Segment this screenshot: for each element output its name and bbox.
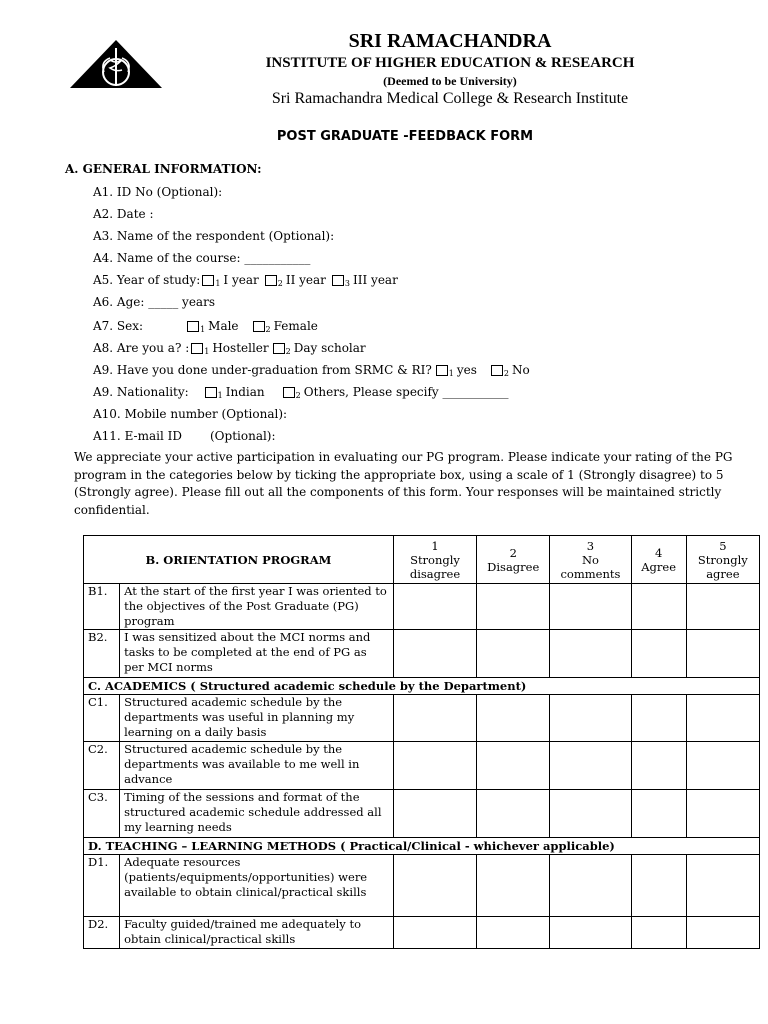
rating-cell-2[interactable] xyxy=(477,584,550,630)
item-statement: Adequate resources (patients/equipments/opportunities) were available to obtain clinical/practical skills xyxy=(120,855,394,917)
rating-cell-1[interactable] xyxy=(393,584,476,630)
section-c-heading: C. ACADEMICS ( Structured academic schedule by the Department) xyxy=(84,678,760,695)
field-respondent-name[interactable] xyxy=(93,229,334,243)
section-row xyxy=(84,838,760,855)
form-title: POST GRADUATE -FEEDBACK FORM xyxy=(276,129,534,144)
checkbox-day-scholar[interactable] xyxy=(273,343,285,354)
field-label: A9. Nationality: xyxy=(93,385,189,399)
item-statement: Structured academic schedule by the departments was available to me well in advance xyxy=(120,742,394,790)
item-statement: I was sensitized about the MCI norms and tasks to be completed at the end of PG as per MCI norms xyxy=(120,630,394,678)
table-row xyxy=(84,695,760,742)
table-row xyxy=(84,742,760,790)
checkbox-year-2[interactable] xyxy=(265,275,277,286)
rating-cell-4[interactable] xyxy=(631,584,686,630)
rating-cell-2[interactable] xyxy=(477,855,550,917)
section-a-heading: A. GENERAL INFORMATION: xyxy=(65,162,262,176)
item-code: C2. xyxy=(84,742,120,790)
table-row xyxy=(84,790,760,838)
option-label: yes xyxy=(456,363,477,377)
rating-cell-1[interactable] xyxy=(393,790,476,838)
section-b-heading: B. ORIENTATION PROGRAM xyxy=(84,536,394,584)
institution-name: SRI RAMACHANDRA xyxy=(348,30,552,52)
option-label: No xyxy=(512,363,530,377)
rating-cell-2[interactable] xyxy=(477,917,550,949)
field-nationality: A9. Nationality: 1 Indian 2 Others, Please specify ___________ xyxy=(93,385,509,400)
item-code: C3. xyxy=(84,790,120,838)
rating-cell-4[interactable] xyxy=(631,917,686,949)
checkbox-ug-yes[interactable] xyxy=(436,365,448,376)
checkbox-male[interactable] xyxy=(187,321,199,332)
scale-header-3: 3 No comments xyxy=(550,536,631,584)
rating-cell-5[interactable] xyxy=(686,584,759,630)
item-statement: Timing of the sessions and format of the structured academic schedule addressed all my learning needs xyxy=(120,790,394,838)
rating-cell-3[interactable] xyxy=(550,695,631,742)
option-label: Others, Please specify ___________ xyxy=(303,385,509,399)
field-residence: A8. Are you a? : 1 Hosteller 2 Day scholar xyxy=(93,341,366,356)
item-code: D2. xyxy=(84,917,120,949)
feedback-table xyxy=(83,535,760,949)
rating-cell-3[interactable] xyxy=(550,584,631,630)
rating-cell-5[interactable] xyxy=(686,855,759,917)
checkbox-year-1[interactable] xyxy=(202,275,214,286)
item-statement: Structured academic schedule by the departments was useful in planning my learning on a daily basis xyxy=(120,695,394,742)
college-line: Sri Ramachandra Medical College & Research Institute xyxy=(271,90,629,107)
option-label: Male xyxy=(208,319,239,333)
rating-cell-5[interactable] xyxy=(686,630,759,678)
field-label: A10. Mobile number (Optional): xyxy=(93,407,288,421)
option-label: II year xyxy=(285,273,326,287)
rating-cell-1[interactable] xyxy=(393,917,476,949)
table-row xyxy=(84,917,760,949)
field-email[interactable] xyxy=(93,429,276,443)
table-row xyxy=(84,855,760,917)
field-sex: A7. Sex: 1 Male 2 Female xyxy=(93,319,318,334)
rating-cell-2[interactable] xyxy=(477,630,550,678)
item-statement: At the start of the first year I was oriented to the objectives of the Post Graduate (PG) program xyxy=(120,584,394,630)
item-statement: Faculty guided/trained me adequately to obtain clinical/practical skills xyxy=(120,917,394,949)
institute-line: INSTITUTE OF HIGHER EDUCATION & RESEARCH xyxy=(265,55,635,71)
field-course-name[interactable] xyxy=(93,251,310,265)
checkbox-female[interactable] xyxy=(253,321,265,332)
rating-cell-4[interactable] xyxy=(631,790,686,838)
scale-header-2: 2 Disagree xyxy=(477,536,550,584)
field-label: A7. Sex: xyxy=(93,319,144,333)
checkbox-year-3[interactable] xyxy=(332,275,344,286)
rating-cell-1[interactable] xyxy=(393,855,476,917)
field-label: A8. Are you a? : xyxy=(93,341,190,355)
scale-header-5: 5 Strongly agree xyxy=(686,536,759,584)
field-undergraduation: A9. Have you done under-graduation from SRMC & RI? 1 yes 2 No xyxy=(93,363,530,378)
rating-cell-5[interactable] xyxy=(686,917,759,949)
deemed-line: (Deemed to be University) xyxy=(383,74,517,88)
field-year-of-study: A5. Year of study: 1 I year 2 II year 3 III year xyxy=(93,273,398,288)
section-d-heading: D. TEACHING – LEARNING METHODS ( Practical/Clinical - whichever applicable) xyxy=(84,838,760,855)
rating-cell-3[interactable] xyxy=(550,630,631,678)
option-label: III year xyxy=(353,273,398,287)
rating-cell-4[interactable] xyxy=(631,855,686,917)
checkbox-ug-no[interactable] xyxy=(491,365,503,376)
institution-logo xyxy=(68,38,164,90)
rating-cell-3[interactable] xyxy=(550,790,631,838)
field-label: A3. Name of the respondent (Optional): xyxy=(93,229,335,243)
rating-cell-3[interactable] xyxy=(550,917,631,949)
field-label: A1. ID No (Optional): xyxy=(93,185,223,199)
field-date[interactable] xyxy=(93,207,154,221)
option-label: Hosteller xyxy=(212,341,269,355)
option-label: Day scholar xyxy=(293,341,366,355)
checkbox-hosteller[interactable] xyxy=(191,343,203,354)
item-code: D1. xyxy=(84,855,120,917)
rating-cell-3[interactable] xyxy=(550,742,631,790)
option-label: I year xyxy=(223,273,259,287)
intro-paragraph: We appreciate your active participation in evaluating our PG program. Please indicate your rating of the PG program in the categories below by ticking the appropriate box, using a scale of 1 (Strongly disagree) to 5 (Strongly agree). Please fill out all the components of this form. Your responses will be maintained strictly confidential. xyxy=(74,450,733,517)
rating-cell-5[interactable] xyxy=(686,742,759,790)
rating-cell-1[interactable] xyxy=(393,630,476,678)
section-row xyxy=(84,678,760,695)
rating-cell-5[interactable] xyxy=(686,790,759,838)
rating-cell-2[interactable] xyxy=(477,790,550,838)
scale-header-1: 1 Strongly disagree xyxy=(393,536,476,584)
table-header-row xyxy=(84,536,760,584)
rating-cell-2[interactable] xyxy=(477,695,550,742)
field-label: A9. Have you done under-graduation from SRMC & RI? xyxy=(93,363,432,377)
option-label: Female xyxy=(273,319,318,333)
rating-cell-3[interactable] xyxy=(550,855,631,917)
rating-cell-4[interactable] xyxy=(631,742,686,790)
field-age[interactable] xyxy=(93,295,215,309)
rating-cell-1[interactable] xyxy=(393,695,476,742)
field-label: A4. Name of the course: ___________ xyxy=(93,251,311,265)
field-label: A11. E-mail ID xyxy=(93,429,182,443)
item-code: B2. xyxy=(84,630,120,678)
field-id-no[interactable] xyxy=(93,185,222,199)
item-code: C1. xyxy=(84,695,120,742)
field-label: A2. Date : xyxy=(93,207,154,221)
checkbox-indian[interactable] xyxy=(205,387,217,398)
rating-cell-4[interactable] xyxy=(631,695,686,742)
field-label: A6. Age: _____ years xyxy=(93,295,215,309)
field-label: A5. Year of study: xyxy=(93,273,201,287)
field-label-optional: (Optional): xyxy=(210,429,276,443)
field-mobile[interactable] xyxy=(93,407,287,421)
option-label: Indian xyxy=(225,385,265,399)
rating-cell-1[interactable] xyxy=(393,742,476,790)
rating-cell-4[interactable] xyxy=(631,630,686,678)
rating-cell-5[interactable] xyxy=(686,695,759,742)
scale-header-4: 4 Agree xyxy=(631,536,686,584)
table-row xyxy=(84,630,760,678)
table-row xyxy=(84,584,760,630)
checkbox-others[interactable] xyxy=(283,387,295,398)
rating-cell-2[interactable] xyxy=(477,742,550,790)
item-code: B1. xyxy=(84,584,120,630)
